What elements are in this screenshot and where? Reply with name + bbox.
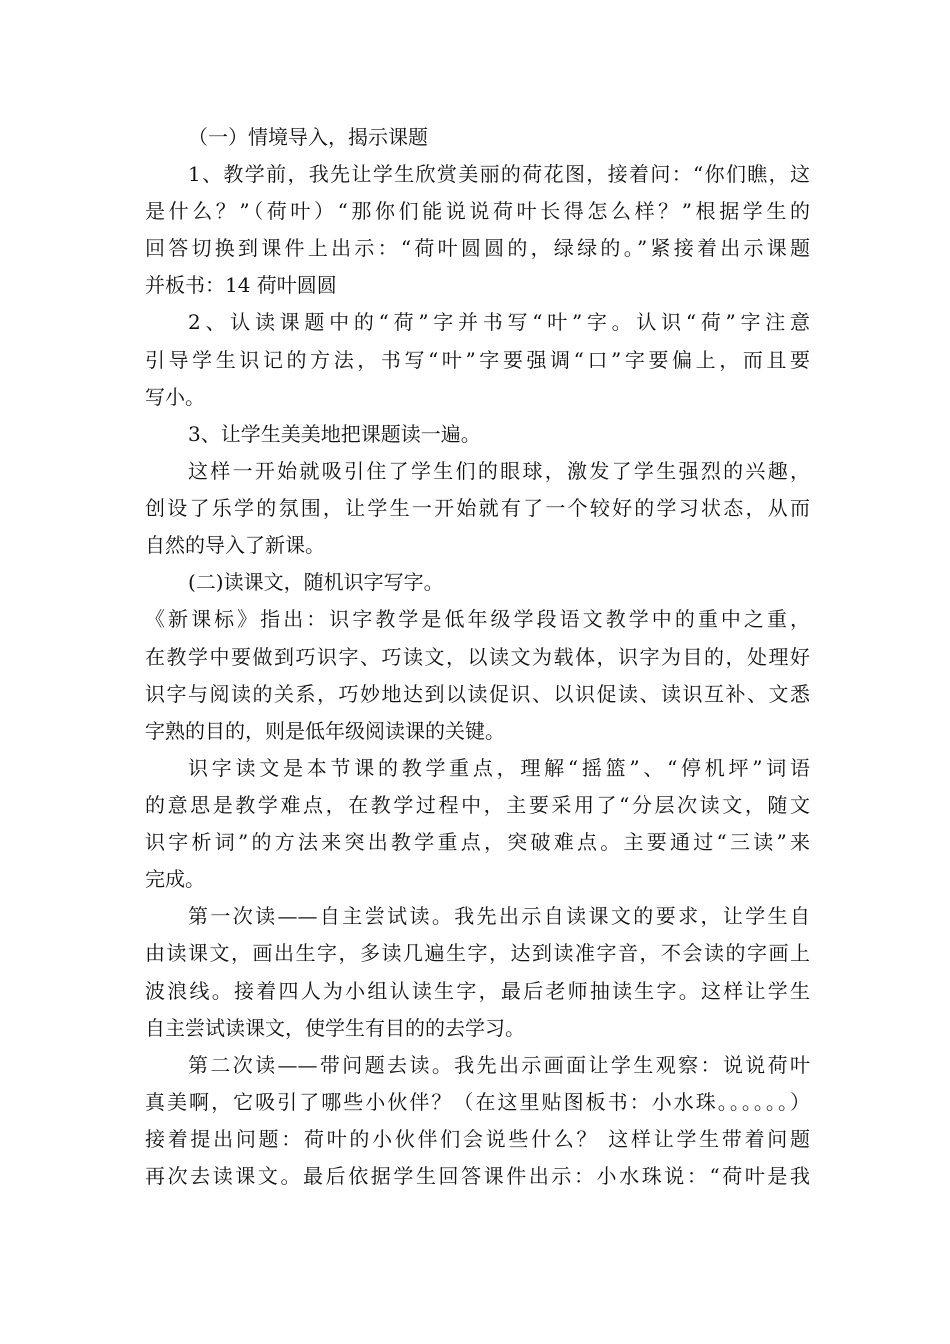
paragraph-line: 引导学生识记的方法，书写“叶”字要强调“口”字要偏上，而且要 xyxy=(145,348,810,372)
paragraph-line: 并板书：14 荷叶圆圆 xyxy=(145,273,337,297)
paragraph-line: 自主尝试读课文，使学生有目的的去学习。 xyxy=(145,1016,525,1040)
section-heading-1: （一）情境导入，揭示课题 xyxy=(188,125,428,149)
paragraph-line: 1、教学前，我先让学生欣赏美丽的荷花图，接着问：“你们瞧，这 xyxy=(188,162,810,186)
paragraph-line: 识字与阅读的关系，巧妙地达到以读促识、以识促读、读识互补、文悉 xyxy=(145,682,810,706)
paragraph-line: 第一次读——自主尝试读。我先出示自读课文的要求，让学生自 xyxy=(188,904,810,928)
paragraph-line: 是什么？”（荷叶）“那你们能说说荷叶长得怎么样？”根据学生的 xyxy=(145,199,810,223)
paragraph-line: 《新课标》指出：识字教学是低年级学段语文教学中的重中之重， xyxy=(145,607,810,631)
paragraph-line: 再次去读课文。最后依据学生回答课件出示：小水珠说：“荷叶是我 xyxy=(145,1164,810,1188)
paragraph-line: 在教学中要做到巧识字、巧读文，以读文为载体，识字为目的，处理好 xyxy=(145,645,810,669)
paragraph-line: 写小。 xyxy=(145,385,205,409)
paragraph-line: 3、让学生美美地把课题读一遍。 xyxy=(188,422,481,446)
paragraph-line: 自然的导入了新课。 xyxy=(145,533,325,557)
paragraph-line: 识字读文是本节课的教学重点，理解“摇篮”、“停机坪”词语 xyxy=(188,756,810,780)
paragraph-line: 的意思是教学难点，在教学过程中，主要采用了“分层次读文，随文 xyxy=(145,793,810,817)
paragraph-line: 创设了乐学的氛围，让学生一开始就有了一个较好的学习状态，从而 xyxy=(145,496,810,520)
paragraph-line: 接着提出问题：荷叶的小伙伴们会说些什么？ 这样让学生带着问题 xyxy=(145,1127,810,1151)
paragraph-line: 这样一开始就吸引住了学生们的眼球，激发了学生强烈的兴趣， xyxy=(188,459,810,483)
paragraph-line: 识字析词”的方法来突出教学重点，突破难点。主要通过“三读”来 xyxy=(145,830,810,854)
paragraph-line: 第二次读——带问题去读。我先出示画面让学生观察：说说荷叶 xyxy=(188,1053,810,1077)
paragraph-line: 波浪线。接着四人为小组认读生字，最后老师抽读生字。这样让学生 xyxy=(145,979,810,1003)
paragraph-line: 真美啊，它吸引了哪些小伙伴？（在这里贴图板书：小水珠。。。。。。） xyxy=(145,1090,810,1114)
paragraph-line: 由读课文，画出生字，多读几遍生字，达到读准字音，不会读的字画上 xyxy=(145,941,810,965)
paragraph-line: 回答切换到课件上出示：“荷叶圆圆的，绿绿的。”紧接着出示课题 xyxy=(145,236,810,260)
section-heading-2: (二)读课文，随机识字写字。 xyxy=(188,570,444,594)
paragraph-line: 完成。 xyxy=(145,867,205,891)
paragraph-line: 字熟的目的，则是低年级阅读课的关键。 xyxy=(145,719,505,743)
paragraph-line: 2、认读课题中的“荷”字并书写“叶”字。认识“荷”字注意 xyxy=(188,310,810,334)
